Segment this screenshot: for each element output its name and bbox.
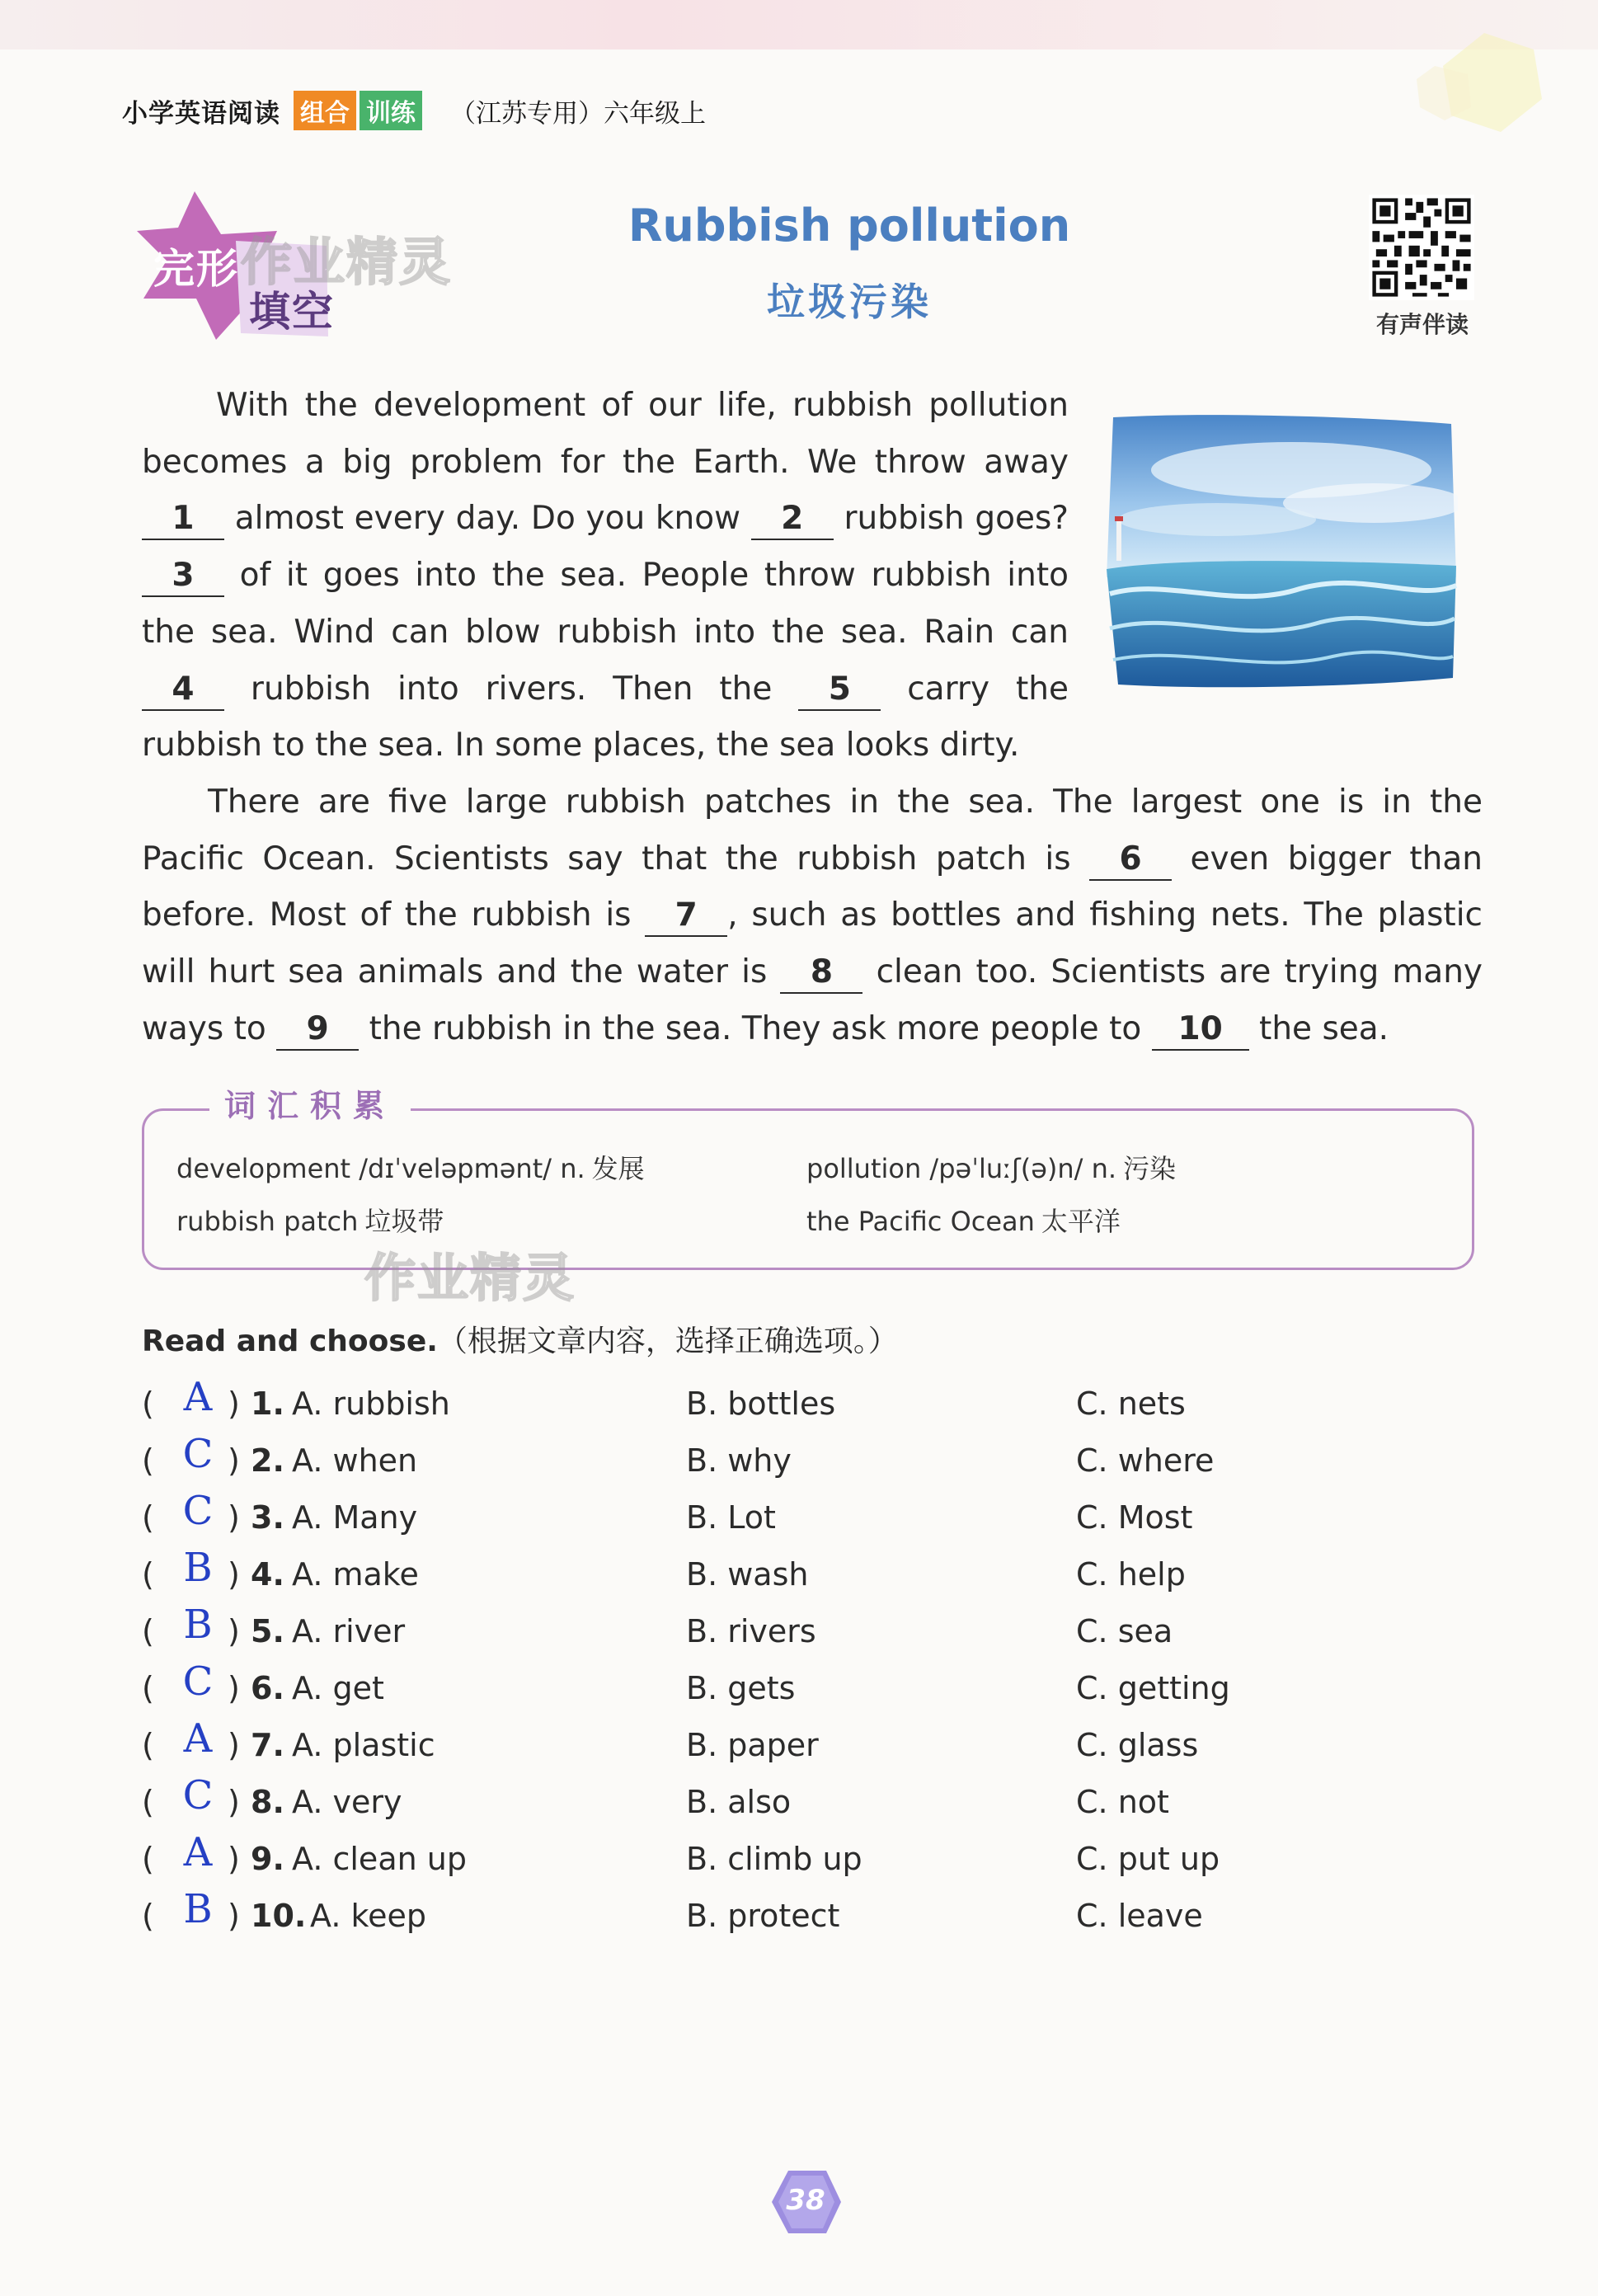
book-title: 小学英语阅读 <box>122 98 280 129</box>
option-a: A. clean up <box>292 1841 467 1877</box>
option-c: C. sea <box>1076 1613 1173 1649</box>
option-b: B. also <box>686 1784 792 1820</box>
paren-close: ) <box>228 1670 240 1706</box>
option-a: A. rubbish <box>292 1386 450 1422</box>
passage-text: With the development of our life, rubbish pollution becomes a big problem for the Earth. We throw away <box>142 387 1069 481</box>
paren-close: ) <box>228 1727 240 1763</box>
vocab-item <box>176 1201 444 1239</box>
vocab-term: development /dɪˈveləpmənt/ n. <box>176 1153 585 1184</box>
badge-text-fill: 填空 <box>249 288 335 336</box>
passage-text: rubbish into rivers. Then the <box>250 670 773 708</box>
questions-heading-en: Read and choose. <box>142 1324 438 1358</box>
passage-paragraph-2 <box>142 774 1483 1058</box>
passage-title-zh: 垃圾污染 <box>767 280 932 324</box>
book-header <box>122 92 706 129</box>
question-number: 7. <box>251 1727 284 1763</box>
option-b: B. why <box>686 1442 792 1479</box>
option-a: A. very <box>292 1784 402 1820</box>
passage-text: rubbish goes? <box>844 500 1069 538</box>
option-a: A. keep <box>310 1898 427 1934</box>
edition-label: （江苏专用）六年级上 <box>450 98 706 129</box>
paren-close: ) <box>228 1613 240 1649</box>
passage-text: carry the rubbish to the sea. In some places, the sea looks dirty. <box>142 670 1069 765</box>
questions-heading <box>142 1318 898 1360</box>
passage-text: There are five large rubbish patches in the sea. The largest one is in the Pacific Ocean. Scientists say that the rubbish patch is <box>142 783 1483 877</box>
passage-text: the rubbish in the sea. They ask more people to <box>369 1009 1142 1047</box>
question-row <box>142 1715 1544 1770</box>
tag-combo: 组合 <box>294 91 356 130</box>
option-b: B. rivers <box>686 1613 816 1649</box>
answer-mark: C <box>182 1431 214 1477</box>
passage-text: even bigger than before. Most of the rubbish is <box>142 840 1483 934</box>
paren-close: ) <box>228 1784 240 1820</box>
option-b: B. climb up <box>686 1841 862 1877</box>
option-c: C. put up <box>1076 1841 1220 1877</box>
option-b: B. bottles <box>686 1386 836 1422</box>
option-c: C. where <box>1076 1442 1215 1479</box>
paren-open: ( <box>142 1784 154 1820</box>
question-row <box>142 1488 1544 1542</box>
option-b: B. wash <box>686 1556 809 1593</box>
hexagon-decoration <box>1402 16 1567 148</box>
paren-open: ( <box>142 1556 154 1593</box>
answer-mark: A <box>183 1374 213 1420</box>
paren-close: ) <box>228 1442 240 1479</box>
option-a: A. make <box>292 1556 419 1593</box>
option-a: A. when <box>292 1442 418 1479</box>
blank-3: 3 <box>142 556 224 597</box>
answer-mark: B <box>183 1886 213 1932</box>
question-row <box>142 1545 1544 1599</box>
question-number: 8. <box>251 1784 284 1820</box>
paren-close: ) <box>228 1499 240 1536</box>
paren-open: ( <box>142 1499 154 1536</box>
option-c: C. nets <box>1076 1386 1186 1422</box>
question-number: 5. <box>251 1613 284 1649</box>
question-number: 2. <box>251 1442 284 1479</box>
option-c: C. getting <box>1076 1670 1230 1706</box>
question-row <box>142 1602 1544 1656</box>
option-b: B. Lot <box>686 1499 776 1536</box>
blank-9: 9 <box>276 1009 359 1051</box>
question-row <box>142 1431 1544 1485</box>
answer-mark: C <box>182 1658 214 1705</box>
answer-mark: C <box>182 1488 214 1534</box>
blank-7: 7 <box>645 896 727 937</box>
paren-close: ) <box>228 1898 240 1934</box>
paren-open: ( <box>142 1386 154 1422</box>
vocab-term: the Pacific Ocean <box>806 1206 1035 1237</box>
page-number: 38 <box>786 2184 825 2217</box>
question-number: 9. <box>251 1841 284 1877</box>
option-b: B. protect <box>686 1898 840 1934</box>
blank-4: 4 <box>142 670 224 711</box>
question-number: 3. <box>251 1499 284 1536</box>
paren-open: ( <box>142 1442 154 1479</box>
tag-training: 训练 <box>360 91 422 130</box>
paren-close: ) <box>228 1556 240 1593</box>
blank-1: 1 <box>142 499 224 540</box>
answer-mark: C <box>182 1772 214 1818</box>
vocab-item <box>806 1201 1121 1239</box>
question-row <box>142 1658 1544 1713</box>
option-b: B. gets <box>686 1670 796 1706</box>
passage-text: almost every day. Do you know <box>234 500 740 538</box>
question-row <box>142 1829 1544 1884</box>
questions-heading-zh: （根据文章内容，选择正确选项。） <box>437 1324 898 1358</box>
option-c: C. Most <box>1076 1499 1193 1536</box>
paren-open: ( <box>142 1613 154 1649</box>
vocab-item <box>176 1148 645 1186</box>
option-a: A. get <box>292 1670 384 1706</box>
option-c: C. leave <box>1076 1898 1203 1934</box>
qr-code-icon[interactable] <box>1369 195 1474 300</box>
question-number: 10. <box>251 1898 307 1934</box>
vocab-meaning: 垃圾带 <box>364 1206 444 1237</box>
paren-close: ) <box>228 1841 240 1877</box>
vocab-meaning: 发展 <box>591 1153 645 1184</box>
vocabulary-title: 词汇积累 <box>209 1080 411 1126</box>
passage-text: , such as bottles and fishing nets. The plastic will hurt sea animals and the water is <box>142 896 1483 991</box>
question-row <box>142 1886 1544 1941</box>
paren-open: ( <box>142 1841 154 1877</box>
blank-2: 2 <box>751 499 834 540</box>
paren-close: ) <box>228 1386 240 1422</box>
blank-5: 5 <box>798 670 881 711</box>
vocab-term: pollution /pəˈluːʃ(ə)n/ n. <box>806 1153 1117 1184</box>
passage-text: of it goes into the sea. People throw rubbish into the sea. Wind can blow rubbish into the sea. Rain can <box>142 557 1069 651</box>
sea-illustration <box>1102 412 1458 693</box>
question-row <box>142 1374 1544 1428</box>
watermark: 作业精灵 <box>364 1248 576 1308</box>
passage-paragraph-1 <box>142 378 1069 774</box>
paren-open: ( <box>142 1727 154 1763</box>
question-row <box>142 1772 1544 1827</box>
vocab-term: rubbish patch <box>176 1206 359 1237</box>
option-a: A. Many <box>292 1499 418 1536</box>
option-a: A. river <box>292 1613 406 1649</box>
vocab-meaning: 污染 <box>1123 1153 1177 1184</box>
vocab-meaning: 太平洋 <box>1041 1206 1121 1237</box>
answer-mark: B <box>183 1545 213 1591</box>
question-number: 4. <box>251 1556 284 1593</box>
passage-text: clean too. Scientists are trying many ways to <box>142 953 1483 1047</box>
paren-open: ( <box>142 1670 154 1706</box>
blank-10: 10 <box>1152 1009 1249 1051</box>
answer-mark: A <box>183 1829 213 1875</box>
question-number: 1. <box>251 1386 284 1422</box>
paren-open: ( <box>142 1898 154 1934</box>
passage-text: the sea. <box>1259 1009 1389 1047</box>
answer-mark: A <box>183 1715 213 1762</box>
passage-title-en: Rubbish pollution <box>627 200 1071 252</box>
vocab-item <box>806 1148 1176 1186</box>
watermark: 作业精灵 <box>241 232 453 292</box>
blank-6: 6 <box>1089 840 1172 881</box>
option-b: B. paper <box>686 1727 819 1763</box>
badge-text-cloze: 完形 <box>153 245 239 293</box>
vocabulary-box <box>142 1108 1474 1270</box>
qr-caption: 有声伴读 <box>1375 311 1469 338</box>
question-number: 6. <box>251 1670 284 1706</box>
option-a: A. plastic <box>292 1727 435 1763</box>
option-c: C. not <box>1076 1784 1169 1820</box>
answer-mark: B <box>183 1602 213 1648</box>
blank-8: 8 <box>780 953 862 994</box>
option-c: C. help <box>1076 1556 1186 1593</box>
option-c: C. glass <box>1076 1727 1199 1763</box>
top-decor-band <box>0 0 1598 49</box>
